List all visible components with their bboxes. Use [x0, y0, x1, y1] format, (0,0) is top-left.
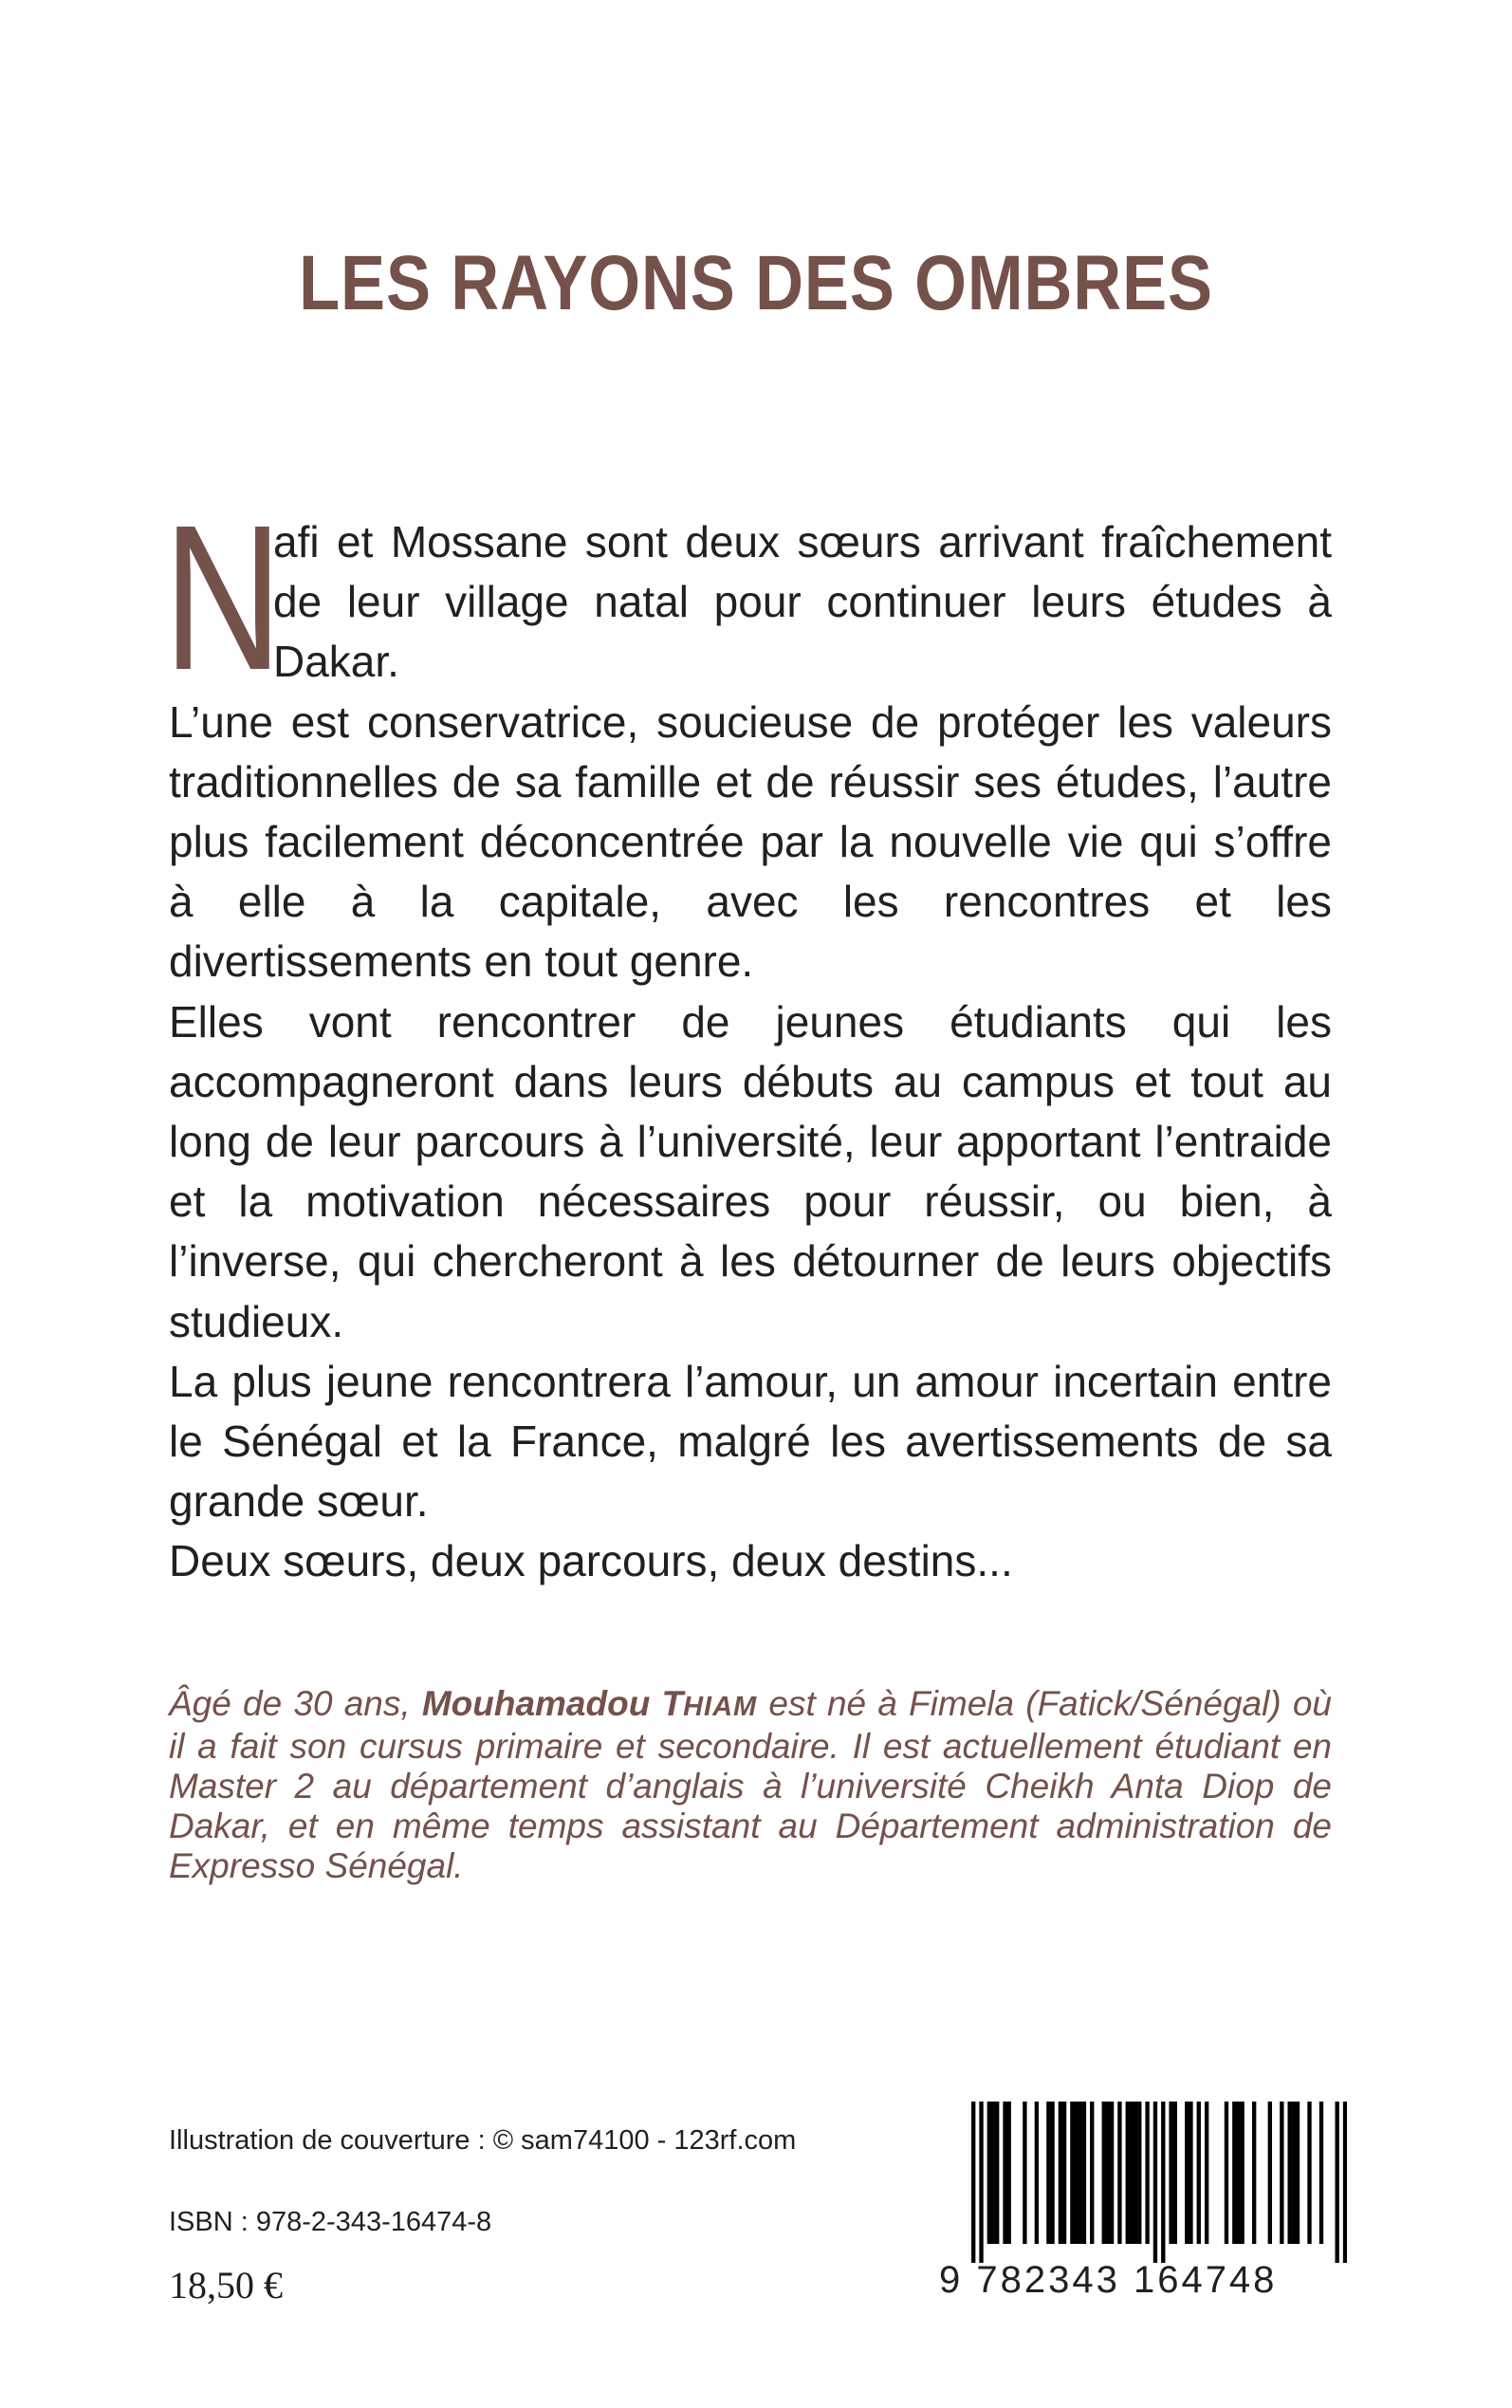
isbn: ISBN : 978-2-343-16474-8	[169, 2207, 492, 2237]
barcode-bar-15	[1079, 2102, 1082, 2244]
barcode-bar-28	[1161, 2102, 1165, 2263]
barcode-bar-39	[1252, 2102, 1256, 2244]
barcode-bar-14	[1074, 2102, 1078, 2244]
barcode-bar-35	[1225, 2102, 1228, 2244]
barcode-bar-40	[1268, 2102, 1272, 2244]
bio-text: est né à Fimela (Fatick/Sénégal) où il a fait son cursus primaire et secondaire. Il est actuellement étudiant en Master 2 au département d’anglais à l’université Cheikh Anta Diop de Dakar, et en même temps assistant au Département administration de Expresso Sénégal.	[169, 1684, 1332, 1885]
barcode-bar-25	[1137, 2102, 1141, 2244]
barcode-bar-36	[1232, 2102, 1236, 2244]
barcode-bar-45	[1307, 2102, 1311, 2244]
barcode-bar-31	[1185, 2102, 1189, 2244]
barcode-bar-10	[1050, 2102, 1054, 2244]
blurb-paragraph-4: La plus jeune rencontrera l’amour, un amour incertain entre le Sénégal et la France, malgré les avertissements de sa grande sœur.	[169, 1356, 1332, 1527]
blurb-paragraph-1	[163, 483, 1332, 713]
barcode-bar-33	[1197, 2102, 1201, 2244]
blurb-paragraph-2: L’une est conservatrice, soucieuse de protéger les valeurs traditionnelles de sa famille et de réussir ses études, l’autre plus facilement déconcentrée par la nouvelle vie qui s’offre à elle à la capitale, avec les rencontres et les divertissements en tout genre.	[169, 696, 1332, 987]
barcode-digits: 9 782343 164748	[939, 2259, 1278, 2301]
barcode-bar-13	[1070, 2102, 1074, 2244]
barcode-bar-21	[1117, 2102, 1121, 2244]
barcode-bar-27	[1153, 2102, 1157, 2263]
barcode-bar-46	[1319, 2102, 1323, 2244]
book-title: LES RAYONS DES OMBRES	[299, 240, 1213, 326]
barcode-bar-11	[1059, 2102, 1062, 2244]
barcode-bar-41	[1280, 2102, 1283, 2244]
barcode-bar-19	[1106, 2102, 1110, 2244]
author-bio	[169, 1684, 1332, 1886]
barcode-bar-16	[1082, 2102, 1086, 2244]
cover-illustration-credit: Illustration de couverture : © sam74100 - 123rf.com	[169, 2125, 797, 2156]
barcode-bar-48	[1343, 2102, 1347, 2263]
barcode-bar-5	[1003, 2102, 1006, 2244]
barcode-bars	[971, 2102, 1347, 2263]
barcode-bar-26	[1145, 2102, 1149, 2244]
barcode-bar-1	[979, 2102, 983, 2263]
barcode-bar-8	[1035, 2102, 1039, 2244]
bio-intro: Âgé de 30 ans,	[169, 1684, 422, 1723]
barcode-bar-20	[1110, 2102, 1114, 2244]
blurb-paragraph-3: Elles vont rencontrer de jeunes étudiants qui les accompagneront dans leurs débuts au campus et tout au long de leur parcours à l’université, leur apportant l’entraide et la motivation nécessaires pour réussir, ou bien, à l’inverse, qui chercheront à les détourner de leurs objectifs studieux.	[169, 996, 1332, 1346]
barcode-bar-38	[1240, 2102, 1244, 2244]
barcode-bar-44	[1296, 2102, 1300, 2244]
barcode-bar-30	[1173, 2102, 1177, 2244]
author-name	[422, 1684, 757, 1723]
barcode-bar-12	[1062, 2102, 1066, 2244]
barcode-bar-42	[1287, 2102, 1291, 2244]
barcode-bar-6	[1007, 2102, 1011, 2244]
barcode-bar-7	[1023, 2102, 1026, 2244]
barcode-bar-29	[1169, 2102, 1172, 2244]
barcode-bar-0	[971, 2102, 975, 2263]
barcode-bar-24	[1134, 2102, 1137, 2244]
blurb-paragraph-5: Deux sœurs, deux parcours, deux destins...	[169, 1536, 1013, 1586]
barcode-bar-34	[1205, 2102, 1208, 2244]
barcode-bar-2	[987, 2102, 991, 2244]
back-cover-blurb	[163, 483, 1332, 1592]
drop-cap: N	[163, 483, 283, 713]
barcode-bar-17	[1090, 2102, 1094, 2244]
barcode-bar-3	[991, 2102, 995, 2244]
barcode-bar-32	[1189, 2102, 1192, 2244]
barcode-bar-37	[1236, 2102, 1240, 2244]
author-last-initial: T	[661, 1684, 684, 1723]
barcode-bar-18	[1102, 2102, 1106, 2244]
barcode-bar-22	[1126, 2102, 1130, 2244]
price: 18,50 €	[169, 2264, 283, 2306]
barcode-bar-23	[1130, 2102, 1134, 2244]
barcode-bar-43	[1292, 2102, 1296, 2244]
barcode-bar-47	[1335, 2102, 1338, 2263]
isbn-barcode	[939, 2102, 1347, 2301]
blurb-paragraph-1-text: afi et Mossane sont deux sœurs arrivant fraîchement de leur village natal pour continuer leurs études à Dakar.	[273, 517, 1332, 687]
barcode-bar-9	[1046, 2102, 1050, 2244]
barcode-bar-4	[995, 2102, 999, 2244]
author-first-name: Mouhamadou	[421, 1684, 662, 1723]
author-last-rest: HIAM	[683, 1692, 758, 1722]
